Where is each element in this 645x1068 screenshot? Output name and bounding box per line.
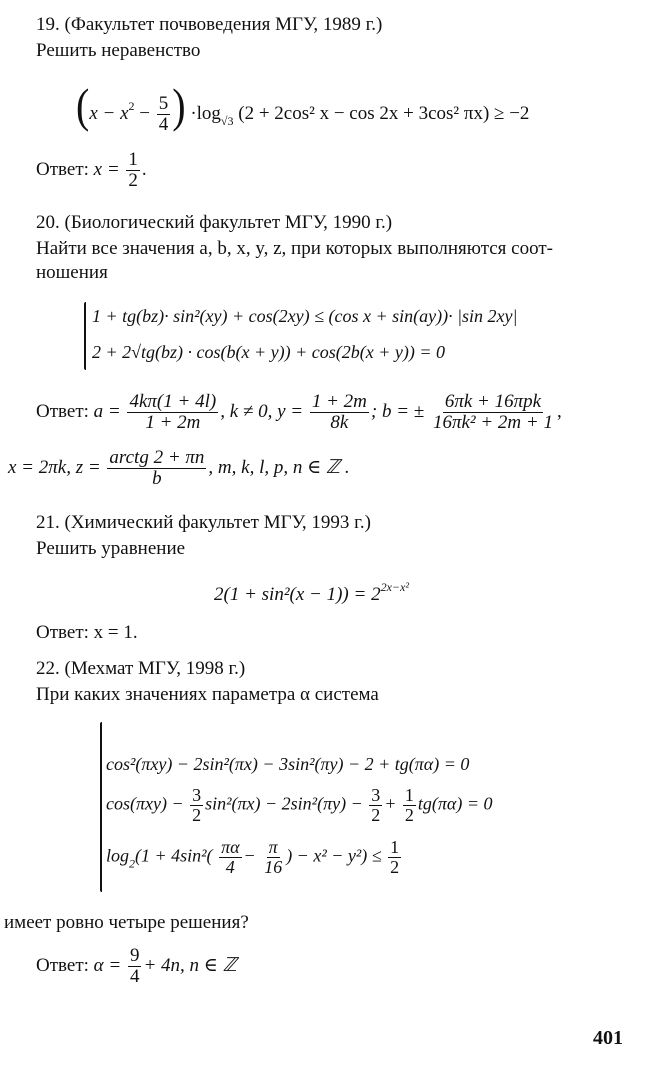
ineq-minus: − <box>139 103 150 124</box>
a-frac <box>127 392 218 433</box>
ineq-log-base: √3 <box>220 114 234 128</box>
frac-num: 3 <box>192 785 202 805</box>
eq3-frac-2 <box>262 838 284 877</box>
frac-num: 1 <box>390 837 400 857</box>
system-brace-22 <box>100 722 102 892</box>
frac-den: 8k <box>330 411 349 433</box>
eq3-minus: − <box>243 845 256 866</box>
answer-dot: . <box>141 158 147 180</box>
problem-19-task: Решить неравенство <box>36 40 201 61</box>
eq2-frac-2 <box>369 786 382 825</box>
problem-22-eq1: cos²(πxy) − 2sin²(πx) − 3sin²(πy) − 2 + tg(πα) = 0 <box>106 754 470 774</box>
eq3-log-base: 2 <box>129 856 136 871</box>
b-end: , <box>556 400 562 422</box>
frac-num: 9 <box>129 945 140 966</box>
eq3-part-d: ) − x² − y²) ≤ <box>286 845 382 866</box>
frac-den: 2 <box>390 856 400 877</box>
eq2-frac-1 <box>190 786 203 825</box>
ineq-part-a: x − x <box>89 103 129 124</box>
problem-19-inequality: ($x - x^2$ − $\frac{5}{4}$ ) $\cdot\log_{√3}$ (2 + 2cos² x − cos 2x + 3cos² πx) ≥ −2 <box>76 78 530 136</box>
eq3-log: log <box>106 845 130 866</box>
frac-num: π <box>268 837 278 857</box>
frac-den: 16 <box>264 856 283 877</box>
eq3-frac-1 <box>219 838 241 877</box>
problem-22-after: имеет ровно четыре решения? <box>4 912 249 933</box>
frac-den: 1 + 2m <box>145 411 201 433</box>
answer-frac <box>128 946 142 987</box>
eq2-part-a: cos(πxy) − <box>106 793 184 814</box>
answer-tail: , m, k, l, p, n ∈ ℤ . <box>208 456 350 478</box>
frac-num: 4kπ(1 + 4l) <box>129 391 217 412</box>
answer-frac <box>126 150 140 191</box>
problem-20-eq1: 1 + tg(bz)· sin²(xy) + cos(2xy) ≤ (cos x + sin(ay))· |sin 2xy| <box>92 306 518 326</box>
frac-num: arctg 2 + πn <box>109 447 205 468</box>
k-cond: , k ≠ 0, y = <box>220 400 304 422</box>
eq2-frac-3 <box>403 786 416 825</box>
frac-num: 3 <box>371 785 381 805</box>
paren-left: ( <box>76 78 90 133</box>
ineq-rest: (2 + 2cos² x − cos 2x + 3cos² πx) ≥ −2 <box>238 103 530 124</box>
frac-den: 2 <box>371 804 381 825</box>
x-z-eq: x = 2πk, z = <box>8 456 101 478</box>
eq2-part-b: sin²(πx) − 2sin²(πy) − <box>205 793 363 814</box>
answer-label: Ответ: <box>36 954 89 976</box>
page-number: 401 <box>593 1027 623 1049</box>
eq3-frac-3 <box>388 838 401 877</box>
eq3-part-b: (1 + 4sin²( <box>135 845 213 866</box>
problem-21-title: 21. (Химический факультет МГУ, 1993 г.) <box>36 512 371 533</box>
problem-22-task: При каких значениях параметра α система <box>36 684 379 705</box>
equation-exponent: 2x−x² <box>380 580 409 594</box>
problem-22-eq2 <box>106 786 492 825</box>
problem-19-answer <box>36 150 147 191</box>
frac-den: 4 <box>225 856 235 877</box>
paren-right: ) <box>172 78 186 133</box>
problem-20-title: 20. (Биологический факультет МГУ, 1990 г.) <box>36 212 393 233</box>
problem-19-title: 19. (Факультет почвоведения МГУ, 1989 г.) <box>36 14 383 35</box>
problem-21-task: Решить уравнение <box>36 538 186 559</box>
frac-num: 5 <box>158 93 169 115</box>
frac-den: 4 <box>129 965 140 987</box>
problem-20-task-line2: ношения <box>36 262 108 283</box>
b-eq: ; b = ± <box>370 400 425 422</box>
problem-20-answer-line1 <box>36 392 562 433</box>
system-brace-20 <box>84 302 86 370</box>
problem-20-task-line1: Найти все значения a, b, x, y, z, при которых выполняются соот- <box>36 238 553 259</box>
frac-num: πα <box>221 837 240 857</box>
ineq-frac <box>157 94 171 135</box>
frac-den: 2 <box>192 804 202 825</box>
eq2-plus: + <box>384 793 397 814</box>
problem-20-eq2: 2 + 2√tg(bz) · cos(b(x + y)) + cos(2b(x + y)) = 0 <box>92 342 446 362</box>
problem-20-answer-line2 <box>8 448 350 489</box>
b-frac <box>431 392 555 433</box>
y-frac <box>310 392 369 433</box>
eq2-part-d: tg(πα) = 0 <box>417 793 493 814</box>
answer-x: x = <box>93 158 120 180</box>
equation-body: 2(1 + sin²(x − 1)) = 2 <box>214 584 381 605</box>
frac-den: 16πk² + 2m + 1 <box>432 411 553 433</box>
frac-num: 1 + 2m <box>311 391 367 412</box>
frac-num: 1 <box>128 149 138 170</box>
answer-label: Ответ: <box>36 400 89 422</box>
answer-a: a = <box>93 400 121 422</box>
frac-num: 6πk + 16πpk <box>444 391 542 412</box>
ineq-log: ·log <box>190 103 221 124</box>
problem-22-eq3 <box>106 838 403 877</box>
answer-label: Ответ: <box>36 158 89 180</box>
answer-alpha: α = <box>93 954 122 976</box>
answer-rest: + 4n, n ∈ ℤ <box>143 954 237 976</box>
frac-num: 1 <box>404 785 414 805</box>
frac-den: 4 <box>158 114 169 136</box>
frac-den: 2 <box>404 804 414 825</box>
z-frac <box>107 448 206 489</box>
problem-22-title: 22. (Мехмат МГУ, 1998 г.) <box>36 658 246 679</box>
problem-21-answer: Ответ: x = 1. <box>36 622 138 643</box>
problem-21-equation <box>214 580 409 606</box>
problem-22-answer <box>36 946 237 987</box>
frac-den: 2 <box>128 169 138 191</box>
frac-den: b <box>152 467 162 489</box>
